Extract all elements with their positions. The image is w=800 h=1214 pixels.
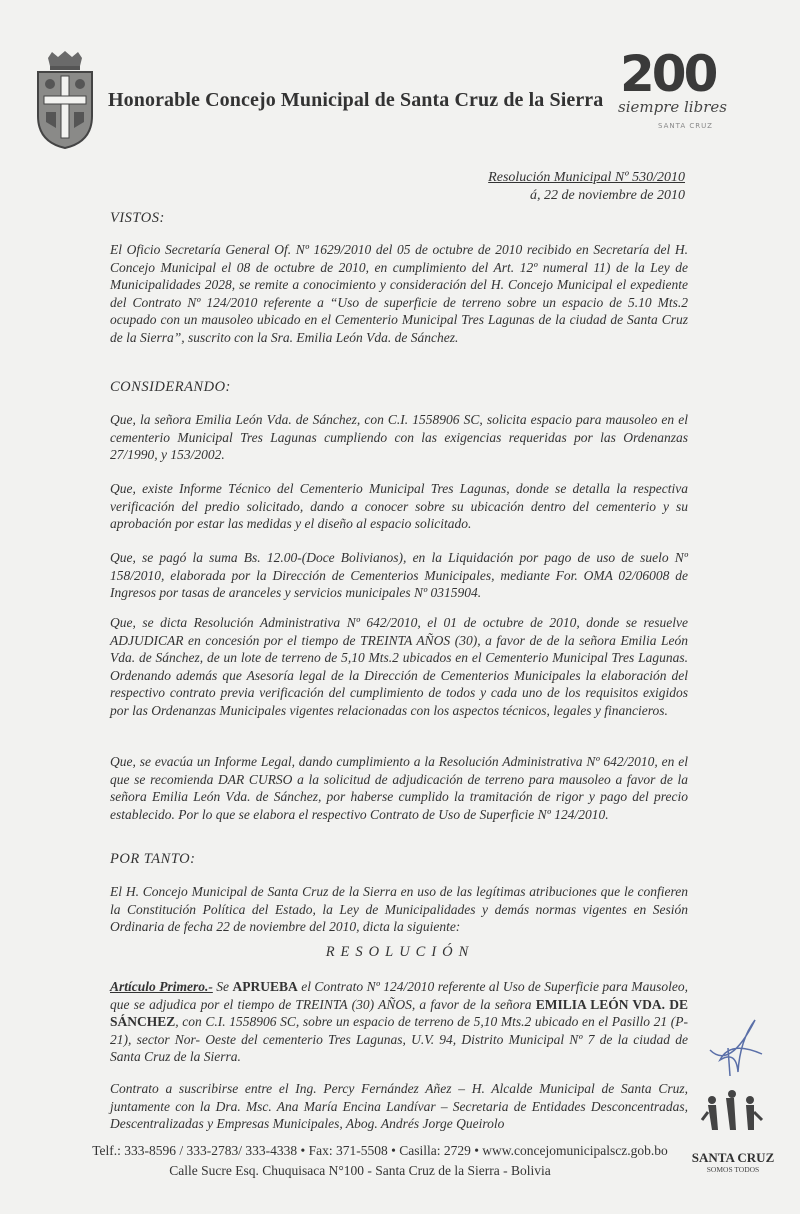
articulo-text-1: el Contrato Nº 124/2010 referente al Uso de Superficie para Mausoleo, que se adjudica por el tiempo de TREINTA (30) AÑOS, a favor de la señora [110,979,689,1012]
contrato-paragraph: Contrato a suscribirse entre el Ing. Percy Fernández Añez – H. Alcalde Municipal de Santa Cruz, juntamente con la Dra. Msc. Ana María Encina Landívar – Secretaria de Entidades Desconcentradas, Descentralizadas y Empresas Municipales, Abog. Andrés Jorge Queirolo [110,1081,688,1132]
anniversary-tagline: siempre libres [618,98,727,116]
footer-address: Calle Sucre Esq. Chuquisaca N°100 - Santa Cruz de la Sierra - Bolivia [169,1163,551,1178]
considerando-paragraph-4: Que, se dicta Resolución Administrativa Nº 642/2010, el 01 de octubre de 2010, donde se resuelve ADJUDICAR en concesión por el tiempo de TREINTA AÑOS (30), a favor de de la señora Emilia León Vda. de Sánchez, de un lote de terreno de 5,10 Mts.2 ubicados en el Cementerio Municipal Tres Lagunas. Ordenando además que Asesoría legal de la Dirección de Cementerios Municipales la elaboración del respectivo contrato previa verificación del cumplimiento de todos y cada uno de los requisitos exigidos por las Ordenanzas Municipales vigentes relacionadas con los aspectos técnicos, legales y financieros. [110,615,688,718]
santa-cruz-logo-tagline: SOMOS TODOS [706,1165,760,1174]
vistos-paragraph: El Oficio Secretaría General Of. Nº 1629/2010 del 05 de octubre de 2010 recibido en Secretaría del H. Concejo Municipal el 08 de octubre de 2010, en cumplimiento del Art. 12º numeral 11) de la Ley de Municipalidades 2028, se remite a conocimiento y consideración del H. Concejo Municipal el expediente del Contrato Nº 124/2010 referente a “Uso de superficie de terreno sobre un espacio de 5.10 Mts.2 ocupado con un mausoleo ubicado en el Cementerio Municipal Tres Lagunas de la ciudad de Santa Cruz de la Sierra”, suscrito con la Sra. Emilia León Vda. de Sánchez. [110,242,688,345]
considerando-paragraph-5: Que, se evacúa un Informe Legal, dando cumplimiento a la Resolución Administrativa Nº 642/2010, en el que se recomienda DAR CURSO a la solicitud de adjudicación de terreno para mausoleo a favor de la señora Emilia León Vda. de Sánchez, por haberse cumplido la tramitación de rigor y pago del precio establecido. Por lo que se elabora el respectivo Contrato de Uso de Superficie Nº 124/2010. [110,754,688,822]
santa-cruz-logo-name: SANTA CRUZ [691,1150,775,1165]
considerando-paragraph-1: Que, la señora Emilia León Vda. de Sánchez, con C.I. 1558906 SC, solicita espacio para mausoleo en el cementerio Municipal Tres Lagunas cumpliendo con las exigencias requeridas por las Ordenanzas 27/1990, y 153/2002. [110,412,688,463]
articulo-beneficiary-name: EMILIA LEÓN VDA. DE SÁNCHEZ [110,996,688,1030]
articulo-pre: Se [212,979,233,994]
resolucion-title: RESOLUCIÓN [325,944,475,960]
articulo-text-2: , con C.I. 1558906 SC, sobre un espacio de terreno de 5,10 Mts.2 ubicado en el Pasillo 21 (P-21), sector Nor- Oeste del cementerio Tres Lagunas, U.V. 94, Distrito Municipal Nº 7 de la ciudad de Santa Cruz de la Sierra. [110,1014,688,1065]
considerando-heading: CONSIDERANDO: [110,379,231,395]
coat-of-arms-icon [30,50,100,150]
resolution-number: Resolución Municipal Nº 530/2010 [488,170,685,185]
bicentennial-logo [618,46,768,138]
considerando-paragraph-3: Que, se pagó la suma Bs. 12.00-(Doce Bolivianos), en la Liquidación por pago de uso de suelo Nº 158/2010, elaborada por la Dirección de Cementerios Municipales, mediante For. OMA 02/06008 de Ingresos por tasas de aranceles y servicios municipales Nº 0315904. [110,550,688,601]
considerando-paragraph-2: Que, existe Informe Técnico del Cementerio Municipal Tres Lagunas, donde se detalla la respectiva verificación del predio solicitado, dando a conocer sobre su ubicación dentro del cementerio y su aprobación por estar las medidas y el diseño al espacio solicitado. [110,481,688,532]
articulo-title: Artículo Primero.- [110,979,213,994]
people-figures-icon [688,1090,778,1150]
anniversary-small-text: SANTA CRUZ [658,122,713,130]
signature-icon [700,1010,770,1080]
resolution-date: á, 22 de noviembre de 2010 [530,188,685,203]
organization-title: Honorable Concejo Municipal de Santa Cruz de la Sierra [108,89,604,111]
por-tanto-paragraph: El H. Concejo Municipal de Santa Cruz de la Sierra en uso de las legítimas atribuciones que le confieren la Constitución Política del Estado, la Ley de Municipalidades y demás normas vigentes en Sesión Ordinaria de fecha 22 de noviembre del 2010, dicta la siguiente: [110,884,688,935]
anniversary-number: 200 [620,45,716,103]
santa-cruz-logo [688,1090,778,1180]
vistos-heading: VISTOS: [110,210,165,226]
por-tanto-heading: POR TANTO: [110,851,196,867]
articulo-primero-paragraph [110,978,688,1066]
articulo-aprueba: APRUEBA [232,979,298,994]
footer-contact: Telf.: 333-8596 / 333-2783/ 333-4338 • Fax: 371-5508 • Casilla: 2729 • www.concejomunicipalscz.gob.bo [92,1143,668,1158]
